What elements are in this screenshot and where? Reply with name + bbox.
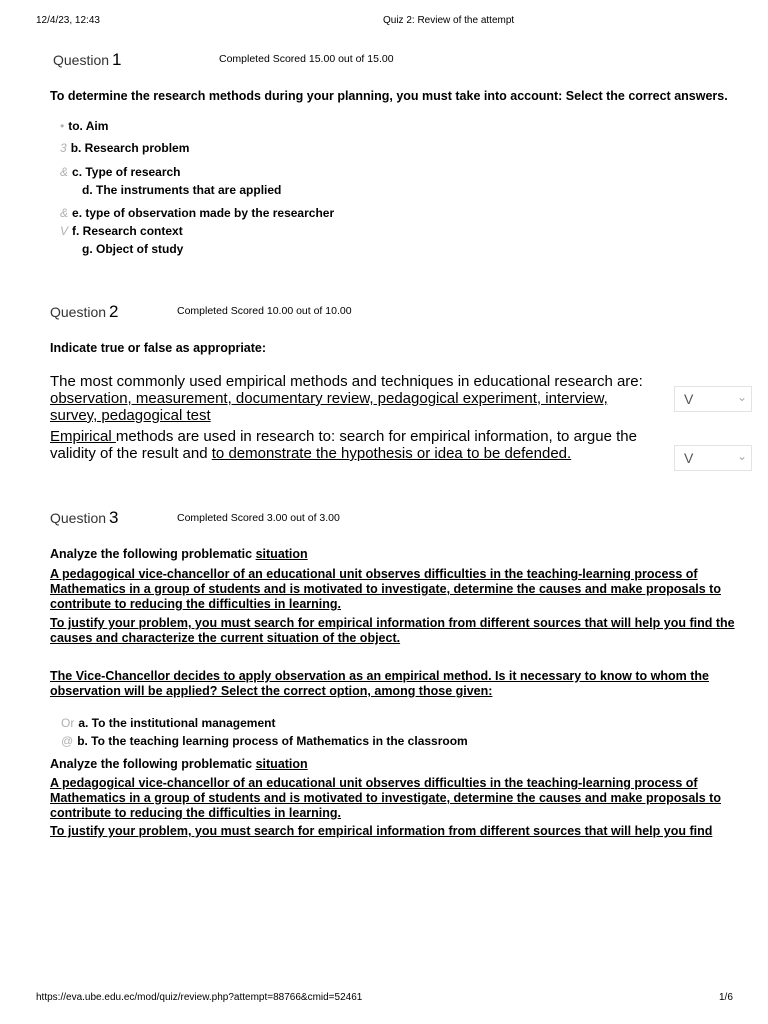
chevron-down-icon: ⌄ bbox=[736, 390, 747, 404]
question-label: Question bbox=[50, 510, 107, 526]
q2-answer-select-2[interactable] bbox=[674, 445, 752, 471]
answer-mark-icon: Or bbox=[61, 716, 75, 730]
answer-mark-icon: & bbox=[60, 206, 69, 220]
statement-line: survey, pedagogical test bbox=[50, 407, 211, 424]
q1-option-c[interactable] bbox=[60, 165, 181, 179]
q1-option-a[interactable] bbox=[60, 119, 108, 133]
print-page-number: 1/6 bbox=[719, 992, 733, 1003]
answer-mark-icon: & bbox=[60, 165, 69, 179]
q3-paragraph-3: The Vice-Chancellor decides to apply observation as an empirical method. Is it necessary to know to whom the observation will be applied? Select the correct option, among those given: bbox=[50, 669, 709, 698]
q1-option-g[interactable] bbox=[82, 242, 183, 256]
print-title: Quiz 2: Review of the attempt bbox=[383, 15, 515, 26]
option-label: g. Object of study bbox=[82, 242, 184, 256]
question-2-header bbox=[50, 302, 119, 322]
q2-statement-1 bbox=[50, 373, 643, 424]
q3-analyze-heading bbox=[50, 547, 308, 561]
statement-line bbox=[50, 445, 637, 462]
q3-option-a[interactable] bbox=[61, 716, 275, 730]
question-3-status: Completed Scored 3.00 out of 3.00 bbox=[177, 512, 340, 524]
answer-mark-icon: @ bbox=[61, 734, 74, 748]
q3-paragraph-2: To justify your problem, you must search for empirical information from different sources that will help you find the causes and characterize the current situation of the object. bbox=[50, 616, 735, 645]
answer-mark-icon: 3 bbox=[60, 141, 67, 155]
option-label: c. Type of research bbox=[72, 165, 181, 179]
heading-text: Analyze the following problematic bbox=[50, 547, 256, 561]
heading-text: Analyze the following problematic bbox=[50, 757, 256, 771]
question-number: 1 bbox=[112, 50, 122, 69]
question-1-prompt: To determine the research methods during your planning, you must take into account: Select the correct answers. bbox=[50, 89, 728, 103]
answer-mark-icon: • bbox=[60, 119, 65, 133]
statement-part: methods are used in research to: search for empirical information, to argue the bbox=[115, 428, 637, 445]
answer-mark-icon: V bbox=[60, 224, 69, 238]
heading-word: situation bbox=[255, 757, 308, 771]
statement-part: Empirical bbox=[50, 428, 116, 445]
question-3-header bbox=[50, 508, 119, 528]
q2-answer-select-1[interactable] bbox=[674, 386, 752, 412]
question-2-status: Completed Scored 10.00 out of 10.00 bbox=[177, 305, 352, 317]
q3-paragraph-4: A pedagogical vice-chancellor of an educational unit observes difficulties in the teaching-learning process of Mathematics in a group of students and is motivated to investigate, determine the causes and make proposals to contribute to reducing the difficulties in learning. bbox=[50, 776, 721, 820]
statement-line bbox=[50, 428, 637, 445]
question-label: Question bbox=[53, 52, 110, 68]
q3-paragraph-1: A pedagogical vice-chancellor of an educational unit observes difficulties in the teaching-learning process of Mathematics in a group of students and is motivated to investigate, determine the causes and make proposals to contribute to reducing the difficulties in learning. bbox=[50, 567, 721, 611]
option-label: b. Research problem bbox=[70, 141, 190, 155]
option-label: a. To the institutional management bbox=[78, 716, 276, 730]
statement-part: validity of the result and bbox=[50, 445, 212, 462]
option-label: b. To the teaching learning process of Mathematics in the classroom bbox=[77, 734, 468, 748]
print-date: 12/4/23, 12:43 bbox=[36, 15, 100, 26]
q1-option-b[interactable] bbox=[60, 141, 189, 155]
q3-option-b[interactable] bbox=[61, 734, 468, 748]
question-1-status: Completed Scored 15.00 out of 15.00 bbox=[219, 53, 394, 65]
option-label: d. The instruments that are applied bbox=[82, 183, 282, 197]
statement-part: to demonstrate the hypothesis or idea to be defended. bbox=[211, 445, 572, 462]
q1-option-d[interactable] bbox=[82, 183, 281, 197]
question-number: 3 bbox=[109, 508, 119, 527]
heading-word: situation bbox=[255, 547, 308, 561]
question-1-header bbox=[53, 50, 122, 70]
selected-value: V bbox=[684, 450, 694, 466]
q2-statement-2 bbox=[50, 428, 637, 462]
option-label: e. type of observation made by the researcher bbox=[72, 206, 335, 220]
statement-line: The most commonly used empirical methods and techniques in educational research are: bbox=[50, 373, 643, 390]
statement-line: observation, measurement, documentary review, pedagogical experiment, interview, bbox=[50, 390, 608, 407]
option-label: to. Aim bbox=[68, 119, 109, 133]
q1-option-f[interactable] bbox=[60, 224, 183, 238]
q3-analyze-heading-2 bbox=[50, 757, 308, 771]
print-url: https://eva.ube.edu.ec/mod/quiz/review.php?attempt=88766&cmid=52461 bbox=[36, 992, 363, 1003]
option-label: f. Research context bbox=[72, 224, 183, 238]
question-2-prompt: Indicate true or false as appropriate: bbox=[50, 341, 267, 355]
q3-paragraph-5: To justify your problem, you must search for empirical information from different sources that will help you find bbox=[50, 824, 713, 838]
selected-value: V bbox=[684, 391, 694, 407]
question-number: 2 bbox=[109, 302, 119, 321]
chevron-down-icon: ⌄ bbox=[736, 449, 747, 463]
question-label: Question bbox=[50, 304, 107, 320]
q1-option-e[interactable] bbox=[60, 206, 334, 220]
